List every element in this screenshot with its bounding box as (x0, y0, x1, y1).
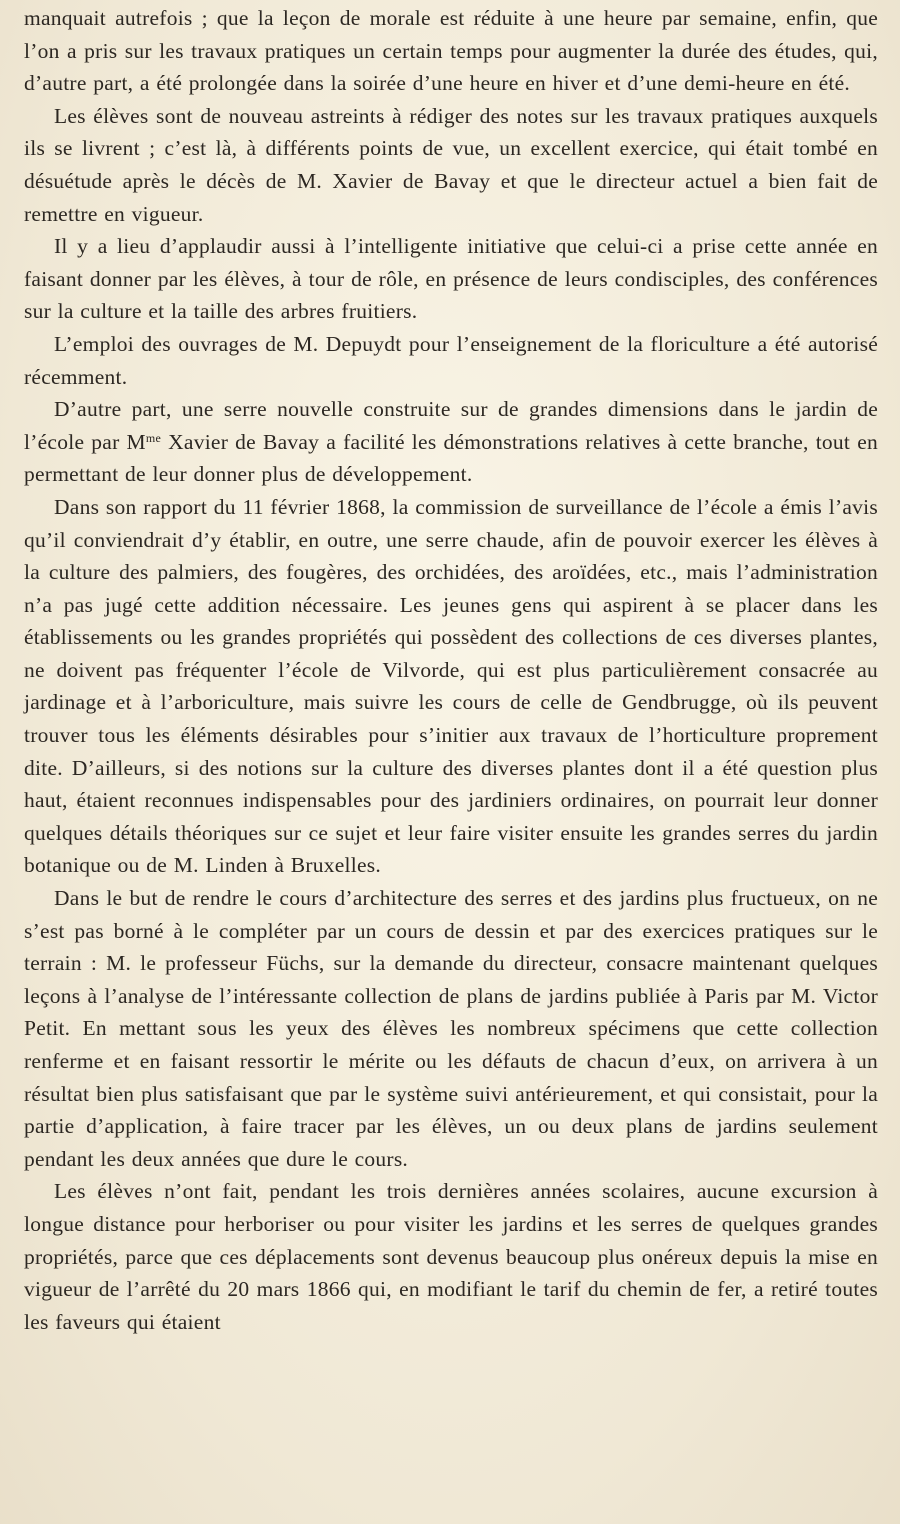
paragraph-1: manquait autrefois ; que la leçon de morale est réduite à une heure par semaine, enfin, que l’on a pris sur les travaux pratiques un certain temps pour augmenter la durée des études, qui, d’autre part, a été prolongée dans la soirée d’une heure en hiver et d’une demi-heure en été. (24, 6, 878, 96)
paragraph-5 (24, 393, 878, 491)
paragraph-3: Il y a lieu d’applaudir aussi à l’intelligente initiative que celui-ci a prise cette année en faisant donner par les élèves, à tour de rôle, en présence de leurs condisciples, des conférences sur la culture et la taille des arbres fruitiers. (24, 234, 878, 324)
paragraph-8: Les élèves n’ont fait, pendant les trois dernières années scolaires, aucune excursion à longue distance pour herboriser ou pour visiter les jardins et les serres de quelques grandes propriétés, parce que ces déplacements sont devenus beaucoup plus onéreux depuis la mise en vigueur de l’arrêté du 20 mars 1866 qui, en modifiant le tarif du chemin de fer, a retiré toutes les faveurs qui étaient (24, 1179, 878, 1334)
paragraph-5-superscript: me (145, 430, 162, 445)
paragraph-2: Les élèves sont de nouveau astreints à rédiger des notes sur les travaux pratiques auxquels ils se livrent ; c’est là, à différents points de vue, un excellent exercice, qui était tombé en désuétude après le décès de M. Xavier de Bavay et que le directeur actuel a bien fait de remettre en vigueur. (24, 103, 878, 226)
paragraph-7: Dans le but de rendre le cours d’architecture des serres et des jardins plus fructueux, on ne s’est pas borné à le compléter par un cours de dessin et par des exercices pratiques sur le terrain : M. le professeur Füchs, sur la demande du directeur, consacre maintenant quelques leçons à l’analyse de l’intéressante collection de plans de jardins publiée à Paris par M. Victor Petit. En mettant sous les yeux des élèves les nombreux spécimens que cette collection renferme et en faisant ressortir le mérite ou les défauts de chacun d’eux, on arrivera à un résultat bien plus satisfaisant que par le système suivi antérieurement, et qui consistait, pour la partie d’application, à faire tracer par les élèves, un ou deux plans de jardins seulement pendant les deux années que dure le cours. (24, 886, 878, 1171)
paragraph-5-part-2: Xavier de Bavay a facilité les démonstrations relatives à cette branche, tout en permettant de leur donner plus de développement. (24, 429, 878, 487)
paragraph-5-part-1: D’autre part, une serre nouvelle construite sur de grandes dimensions dans le jardin de l’école par M (24, 397, 878, 454)
paragraph-4: L’emploi des ouvrages de M. Depuydt pour l’enseignement de la floriculture a été autorisé récemment. (24, 331, 878, 389)
paragraph-6: Dans son rapport du 11 février 1868, la commission de surveillance de l’école a émis l’avis qu’il conviendrait d’y établir, en outre, une serre chaude, afin de pouvoir exercer les élèves à la culture des palmiers, des fougères, des orchidées, des aroïdées, etc., mais l’administration n’a pas jugé cette addition nécessaire. Les jeunes gens qui aspirent à se placer dans les établissements ou les grandes propriétés qui possèdent des collections de ces diverses plantes, ne doivent pas fréquenter l’école de Vilvorde, qui est plus particulièrement consacrée au jardinage et à l’arboriculture, mais suivre les cours de celle de Gendbrugge, où ils peuvent trouver tous les éléments désirables pour s’initier aux travaux de l’horticulture proprement dite. D’ailleurs, si des notions sur la culture des diverses plantes dont il a été question plus haut, étaient reconnues indispensables pour des jardiniers ordinaires, on pourrait leur donner quelques détails théoriques sur ce sujet et leur faire visiter ensuite les grandes serres du jardin botanique ou de M. Linden à Bruxelles. (24, 494, 878, 878)
body-text (24, 2, 878, 1338)
